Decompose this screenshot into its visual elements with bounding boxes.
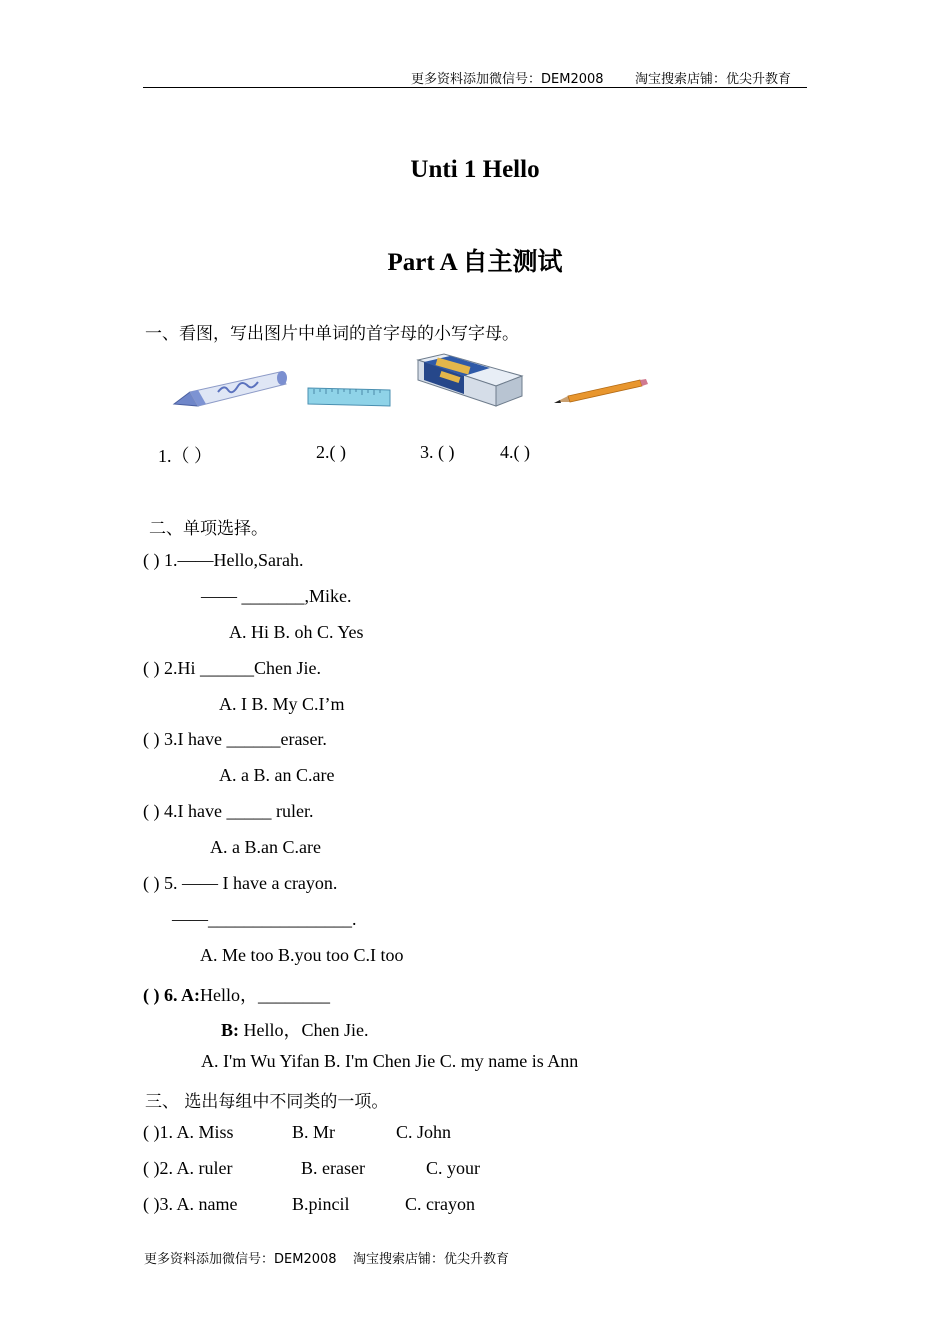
header-shop: 淘宝搜索店铺：优尖升教育: [635, 72, 792, 87]
s3-row3-c: C. crayon: [405, 1194, 475, 1214]
q3-stem: ( ) 3.I have ______eraser.: [143, 729, 327, 749]
q1-reply: —— _______,Mike.: [201, 586, 352, 606]
s3-row1-a: ( )1. A. Miss: [143, 1122, 234, 1142]
footer-note: 更多资料添加微信号：DEM2008 淘宝搜索店铺：优尖升教育: [144, 1252, 510, 1267]
q6-line1-rest: Hello，________: [200, 985, 330, 1005]
section2-heading: 二、单项选择。: [149, 519, 268, 539]
section1-heading: 一、看图，写出图片中单词的首字母的小写字母。: [145, 324, 519, 344]
q1-stem: ( ) 1.——Hello,Sarah.: [143, 550, 304, 570]
s3-row1-b: B. Mr: [292, 1122, 336, 1142]
section3-heading: 三、 选出每组中不同类的一项。: [145, 1092, 389, 1112]
s3-row3-a: ( )3. A. name: [143, 1194, 238, 1214]
q6-b-label: B:: [221, 1020, 239, 1040]
s3-row2-a: ( )2. A. ruler: [143, 1158, 233, 1178]
s3-row3-b: B.pincil: [292, 1194, 350, 1214]
crayon-icon: [168, 362, 292, 412]
q6-prefix: ( ) 6. A:: [143, 985, 200, 1005]
header-wechat: 更多资料添加微信号：DEM2008: [411, 72, 604, 87]
blank-1: 1.（ ）: [158, 446, 212, 466]
page-subtitle: Part A 自主测试: [387, 249, 563, 276]
q4-stem: ( ) 4.I have _____ ruler.: [143, 801, 314, 821]
q5-options: A. Me too B.you too C.I too: [200, 945, 404, 965]
q1-options: A. Hi B. oh C. Yes: [229, 622, 364, 642]
blank-3: 3. ( ): [420, 442, 455, 462]
s3-row1-c: C. John: [396, 1122, 452, 1142]
pencil-icon: [552, 376, 650, 408]
header-rule: [143, 87, 807, 88]
eraser-icon: [414, 352, 526, 412]
q6-reply: [221, 1016, 368, 1042]
q2-stem: ( ) 2.Hi ______Chen Jie.: [143, 658, 321, 678]
q2-options: A. I B. My C.I’m: [219, 694, 345, 714]
q5-reply: ——________________.: [172, 909, 357, 929]
blank-2: 2.( ): [316, 442, 346, 462]
q6-stem: [143, 981, 330, 1007]
s3-row2-c: C. your: [426, 1158, 480, 1178]
q6-options: A. I'm Wu Yifan B. I'm Chen Jie C. my name is Ann: [201, 1051, 579, 1071]
page-title: Unti 1 Hello: [410, 156, 540, 183]
s3-row2-b: B. eraser: [301, 1158, 365, 1178]
q3-options: A. a B. an C.are: [219, 765, 335, 785]
q6-line2-rest: Hello，Chen Jie.: [239, 1020, 369, 1040]
ruler-icon: [306, 384, 392, 408]
blank-4: 4.( ): [500, 442, 530, 462]
q4-options: A. a B.an C.are: [210, 837, 321, 857]
q5-stem: ( ) 5. —— I have a crayon.: [143, 873, 338, 893]
